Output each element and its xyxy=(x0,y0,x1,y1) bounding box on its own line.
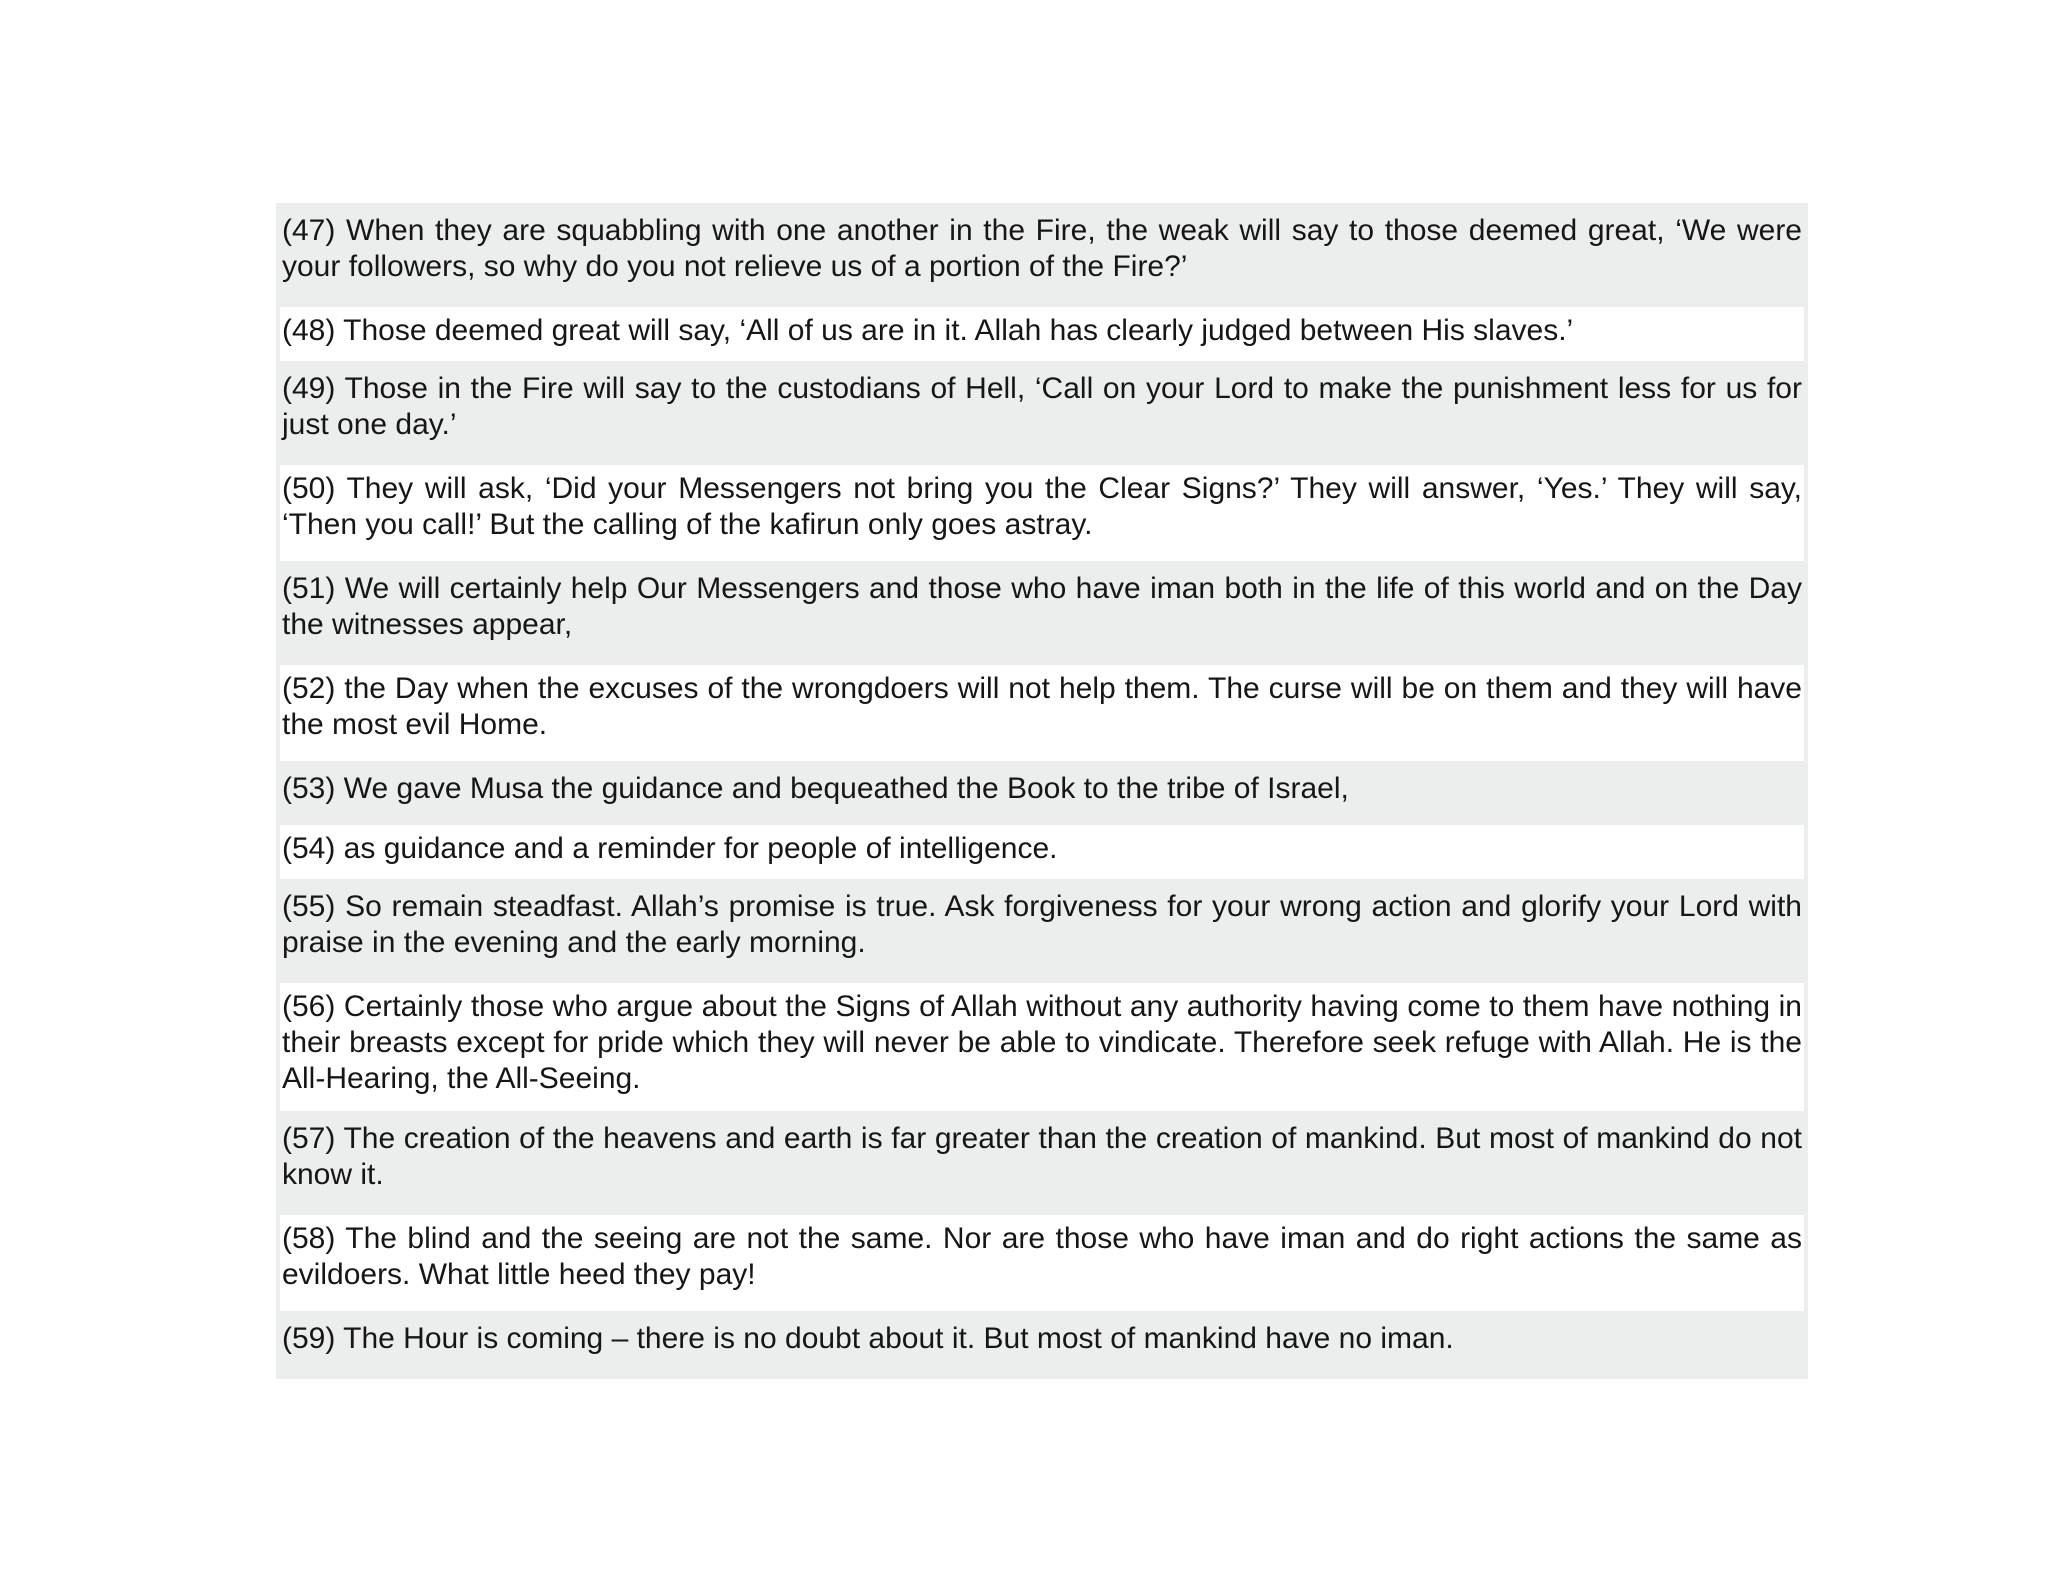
verse-table xyxy=(276,203,1808,1379)
verse-49: (49) Those in the Fire will say to the custodians of Hell, ‘Call on your Lord to make the punishment less for us for just one day.’ xyxy=(280,365,1804,461)
verse-56: (56) Certainly those who argue about the Signs of Allah without any authority having come to them have nothing in their breasts except for pride which they will never be able to vindicate. Therefore seek refuge with Allah. He is the All-Hearing, the All-Seeing. xyxy=(280,983,1804,1111)
verse-58: (58) The blind and the seeing are not the same. Nor are those who have iman and do right actions the same as evildoers. What little heed they pay! xyxy=(280,1215,1804,1311)
verse-52: (52) the Day when the excuses of the wrongdoers will not help them. The curse will be on them and they will have the most evil Home. xyxy=(280,665,1804,761)
verse-48: (48) Those deemed great will say, ‘All of us are in it. Allah has clearly judged between His slaves.’ xyxy=(280,307,1804,361)
verse-51: (51) We will certainly help Our Messengers and those who have iman both in the life of this world and on the Day the witnesses appear, xyxy=(280,565,1804,661)
verse-53: (53) We gave Musa the guidance and bequeathed the Book to the tribe of Israel, xyxy=(280,765,1804,821)
verse-55: (55) So remain steadfast. Allah’s promise is true. Ask forgiveness for your wrong action and glorify your Lord with praise in the evening and the early morning. xyxy=(280,883,1804,979)
verse-59: (59) The Hour is coming – there is no doubt about it. But most of mankind have no iman. xyxy=(280,1315,1804,1375)
verse-54: (54) as guidance and a reminder for people of intelligence. xyxy=(280,825,1804,879)
verse-57: (57) The creation of the heavens and earth is far greater than the creation of mankind. But most of mankind do not know it. xyxy=(280,1115,1804,1211)
verse-50: (50) They will ask, ‘Did your Messengers not bring you the Clear Signs?’ They will answer, ‘Yes.’ They will say, ‘Then you call!’ But the calling of the kafirun only goes astray. xyxy=(280,465,1804,561)
verse-47: (47) When they are squabbling with one another in the Fire, the weak will say to those deemed great, ‘We were your followers, so why do you not relieve us of a portion of the Fire?’ xyxy=(280,207,1804,303)
